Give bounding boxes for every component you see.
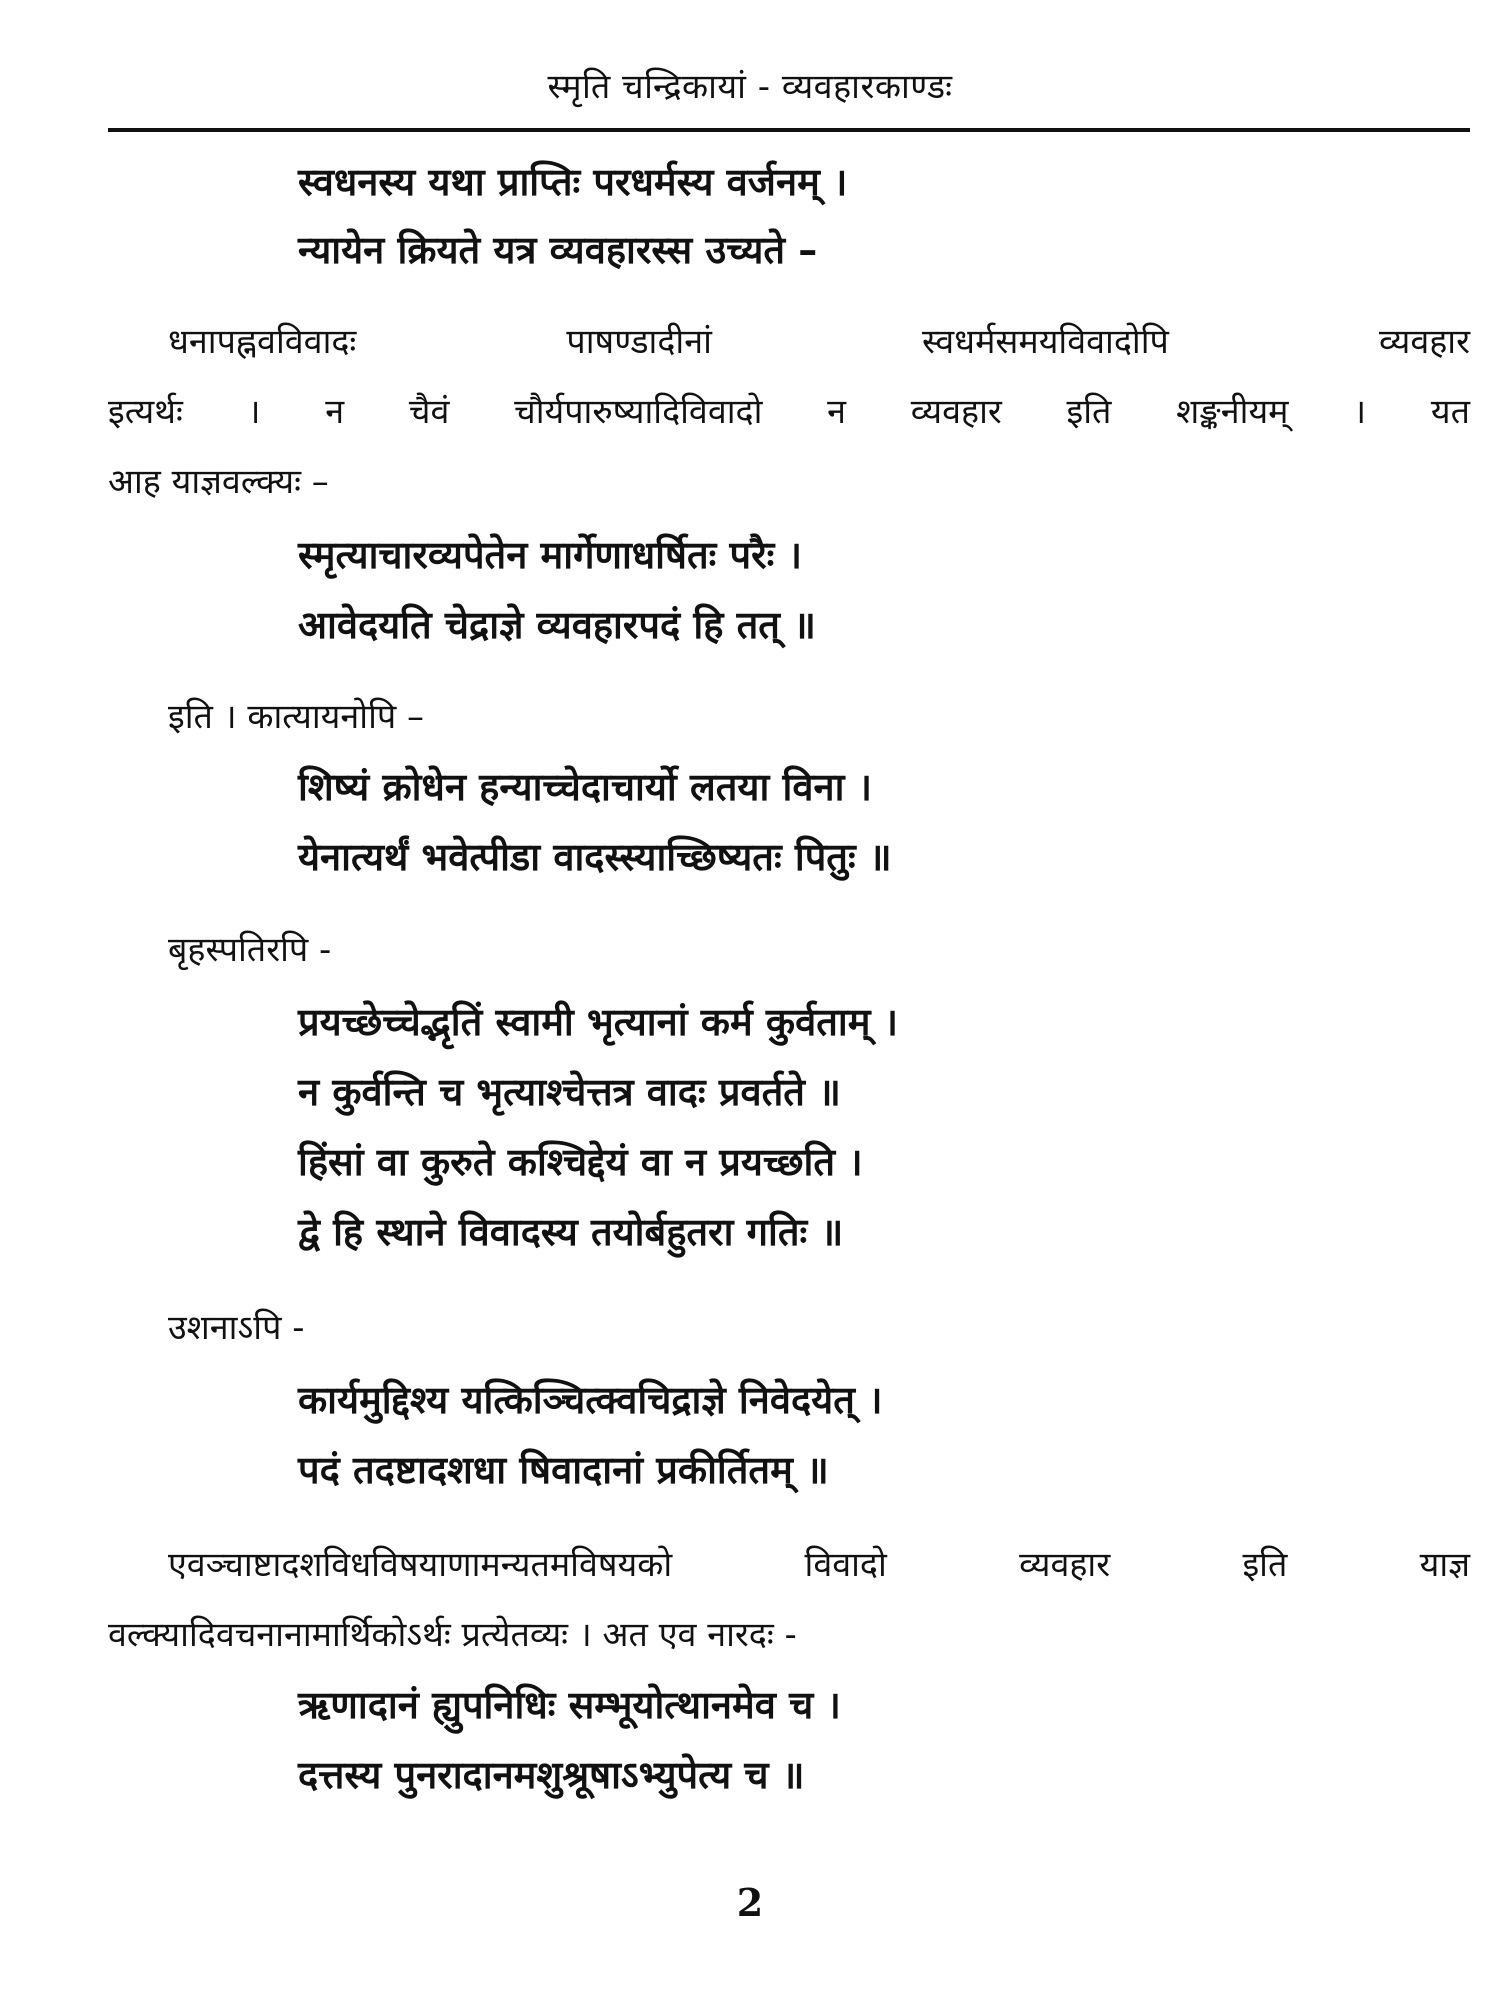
prose-line: बृहस्पतिरपि - (168, 930, 332, 970)
verse-line: कार्यमुद्दिश्य यत्किञ्चित्क्वचिद्राज्ञे निवेदयेत् । (298, 1378, 883, 1422)
verse-line: दत्तस्य पुनरादानमशुश्रूषाऽभ्युपेत्य च ॥ (298, 1753, 805, 1797)
header-divider (108, 128, 1470, 132)
verse-line: स्वधनस्य यथा प्राप्तिः परधर्मस्य वर्जनम् । (298, 160, 848, 204)
prose-line: इति । कात्यायनोपि – (168, 697, 425, 737)
prose-line: धनापह्नवविवादः पाषण्डादीनां स्वधर्मसमयविवादोपि व्यवहार (168, 322, 1470, 362)
verse-line: शिष्यं क्रोधेन हन्याच्चेदाचार्यो लतया विना । (298, 765, 873, 809)
verse-line: पदं तदष्टादशधा षिवादानां प्रकीर्तितम् ॥ (298, 1448, 829, 1492)
prose-line: इत्यर्थः । न चैवं चौर्यपारुष्यादिविवादो न व्यवहार इति शङ्कनीयम् । यत (108, 392, 1470, 432)
verse-line: न कुर्वन्ति च भृत्याश्चेत्तत्र वादः प्रवर्तते ॥ (298, 1070, 841, 1114)
verse-line: हिंसां वा कुरुते कश्चिद्देयं वा न प्रयच्छति । (298, 1140, 863, 1184)
verse-line: प्रयच्छेच्चेद्भृतिं स्वामी भृत्यानां कर्म कुर्वताम् । (298, 1000, 899, 1044)
prose-line: उशनाऽपि - (168, 1308, 305, 1348)
verse-line: आवेदयति चेद्राज्ञे व्यवहारपदं हि तत् ॥ (298, 603, 816, 647)
verse-line: द्वे हि स्थाने विवादस्य तयोर्बहुतरा गतिः ॥ (298, 1210, 844, 1254)
running-header: स्मृति चन्द्रिकायां - व्यवहारकाण्डः (547, 67, 953, 107)
page-number: 2 (736, 1880, 764, 1925)
verse-line: येनात्यर्थं भवेत्पीडा वादस्स्याच्छिष्यतः पितुः ॥ (298, 835, 892, 879)
verse-line: न्यायेन क्रियते यत्र व्यवहारस्स उच्यते – (298, 228, 818, 272)
prose-line: आह याज्ञवल्क्यः – (108, 462, 329, 502)
verse-line: स्मृत्याचारव्यपेतेन मार्गेणाधर्षितः परैः । (298, 533, 802, 577)
verse-line: ऋणादानं ह्युपनिधिः सम्भूयोत्थानमेव च । (298, 1683, 841, 1727)
prose-line: वल्क्यादिवचनानामार्थिकोऽर्थः प्रत्येतव्यः । अत एव नारदः - (108, 1615, 797, 1655)
prose-line: एवञ्चाष्टादशविधविषयाणामन्यतमविषयको विवादो व्यवहार इति याज्ञ (168, 1545, 1470, 1585)
